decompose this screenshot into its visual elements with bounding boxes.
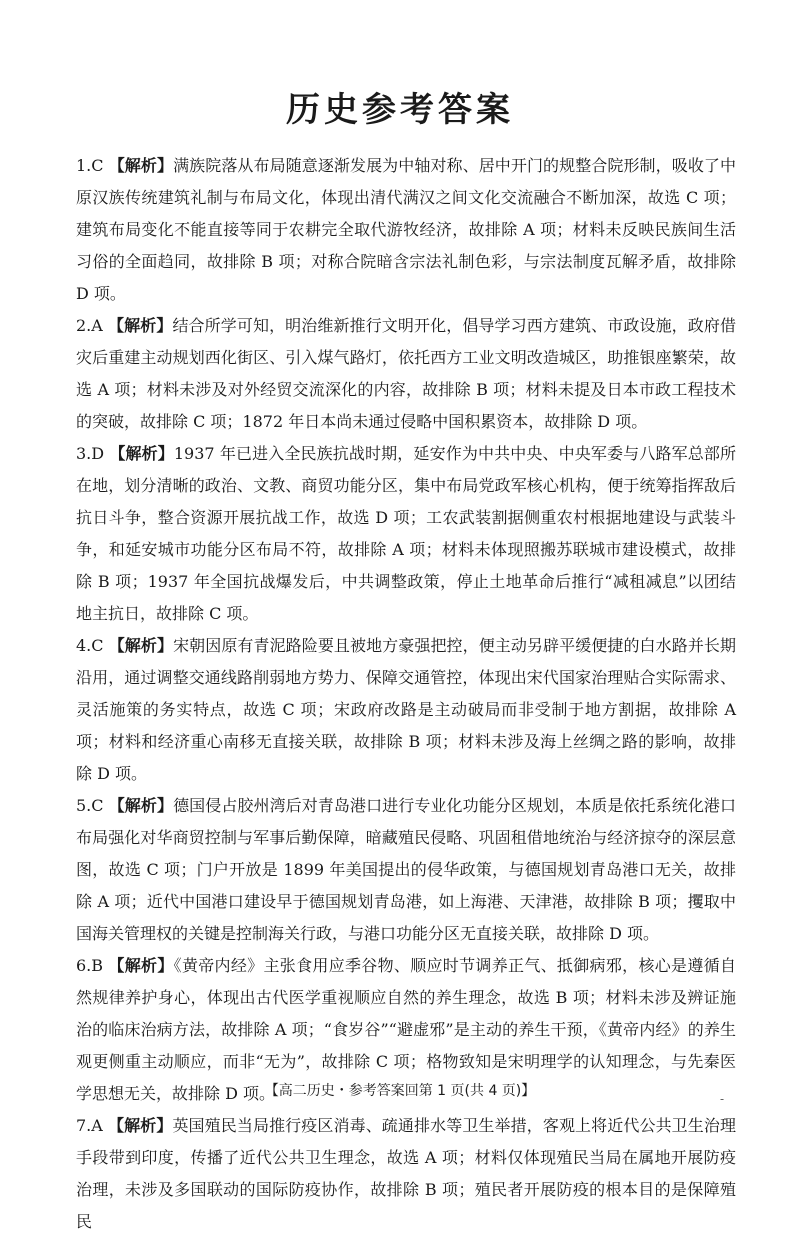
answer-text: 宋朝因原有青泥路险要且被地方豪强把控，便主动另辟平缓便捷的白水路并长期沿用，通过调整交通线路削弱地方势力、保障交通管控，体现出宋代国家治理贴合实际需求、灵活施策的务实特点，故选 C 项；宋政府改路是主动破局而非受制于地方割据，故排除 A 项；材料和经济重心南移无直接关联，故排除 B 项；材料未涉及海上丝绸之路的影响，故排除 D 项。 — [76, 636, 736, 783]
answer-number: 2.A — [76, 316, 103, 335]
answer-item-2 — [76, 310, 736, 438]
answer-number: 4.C — [76, 636, 104, 655]
answer-number: 1.C — [76, 156, 104, 175]
answer-text: 1937 年已进入全民族抗战时期，延安作为中共中央、中央军委与八路军总部所在地，划分清晰的政治、文教、商贸功能分区，集中布局党政军核心机构，便于统筹指挥敌后抗日斗争，整合资源开展抗战工作，故选 D 项；工农武装割据侧重农村根据地建设与武装斗争，和延安城市功能分区布局不符，故排除 A 项；材料未体现照搬苏联城市建设模式，故排除 B 项；1937 年全国抗战爆发后，中共调整政策，停止土地革命后推行“减租减息”以团结地主抗日，故排除 C 项。 — [76, 444, 736, 623]
answer-item-4 — [76, 630, 736, 790]
answer-text: 《黄帝内经》主张食用应季谷物、顺应时节调养正气、抵御病邪，核心是遵循自然规律养护身心，体现出古代医学重视顺应自然的养生理念，故选 B 项；材料未涉及辨证施治的临床治病方法，故排除 A 项；“食岁谷”“避虚邪”是主动的养生干预，《黄帝内经》的养生观更侧重主动顺应，而非“无为”，故排除 C 项；格物致知是宋明理学的认知理念，与先秦医学思想无关，故排除 D 项。 — [76, 956, 736, 1103]
answer-text: 满族院落从布局随意逐渐发展为中轴对称、居中开门的规整合院形制，吸收了中原汉族传统建筑礼制与布局文化，体现出清代满汉之间文化交流融合不断加深，故选 C 项；建筑布局变化不能直接等同于农耕完全取代游牧经济，故排除 A 项；材料未反映民族间生活习俗的全面趋同，故排除 B 项；对称合院暗含宗法礼制色彩，与宗法制度瓦解矛盾，故排除 D 项。 — [76, 156, 736, 303]
analysis-tag: 【解析】 — [109, 444, 174, 463]
analysis-tag: 【解析】 — [108, 636, 174, 655]
analysis-tag: 【解析】 — [108, 796, 174, 815]
answer-item-1 — [76, 150, 736, 310]
answer-list — [76, 150, 736, 1238]
page-title: 历史参考答案 — [286, 90, 514, 130]
analysis-tag: 【解析】 — [108, 956, 174, 975]
page-footer: 【高二历史・参考答案回第 1 页(共 4 页)】 — [264, 1083, 536, 1099]
answer-text: 德国侵占胶州湾后对青岛港口进行专业化功能分区规划，本质是依托系统化港口布局强化对华商贸控制与军事后勤保障，暗藏殖民侵略、巩固租借地统治与经济掠夺的深层意图，故选 C 项；门户开放是 1899 年美国提出的侵华政策，与德国规划青岛港口无关，故排除 A 项；近代中国港口建设早于德国规划青岛港，如上海港、天津港，故排除 B 项；攫取中国海关管理权的关键是控制海关行政，与港口功能分区无直接关联，故排除 D 项。 — [76, 796, 736, 943]
answer-text: 英国殖民当局推行疫区消毒、疏通排水等卫生举措，客观上将近代公共卫生治理手段带到印度，传播了近代公共卫生理念，故选 A 项；材料仅体现殖民当局在属地开展防疫治理，未涉及多国联动的国际防疫协作，故排除 B 项；殖民者开展防疫的根本目的是保障殖民 — [76, 1116, 736, 1231]
answer-number: 7.A — [76, 1116, 103, 1135]
answer-number: 6.B — [76, 956, 104, 975]
answer-item-7 — [76, 1110, 736, 1238]
answer-item-5 — [76, 790, 736, 950]
answer-number: 5.C — [76, 796, 104, 815]
answer-text: 结合所学可知，明治维新推行文明开化，倡导学习西方建筑、市政设施，政府借灾后重建主动规划西化街区、引入煤气路灯，依托西方工业文明改造城区，助推银座繁荣，故选 A 项；材料未涉及对外经贸交流深化的内容，故排除 B 项；材料未提及日本市政工程技术的突破，故排除 C 项；1872 年日本尚未通过侵略中国积累资本，故排除 D 项。 — [76, 316, 736, 431]
analysis-tag: 【解析】 — [108, 156, 174, 175]
analysis-tag: 【解析】 — [108, 316, 173, 335]
analysis-tag: 【解析】 — [108, 1116, 173, 1135]
corner-mark: - — [720, 1092, 725, 1106]
answer-number: 3.D — [76, 444, 105, 463]
answer-item-3 — [76, 438, 736, 630]
